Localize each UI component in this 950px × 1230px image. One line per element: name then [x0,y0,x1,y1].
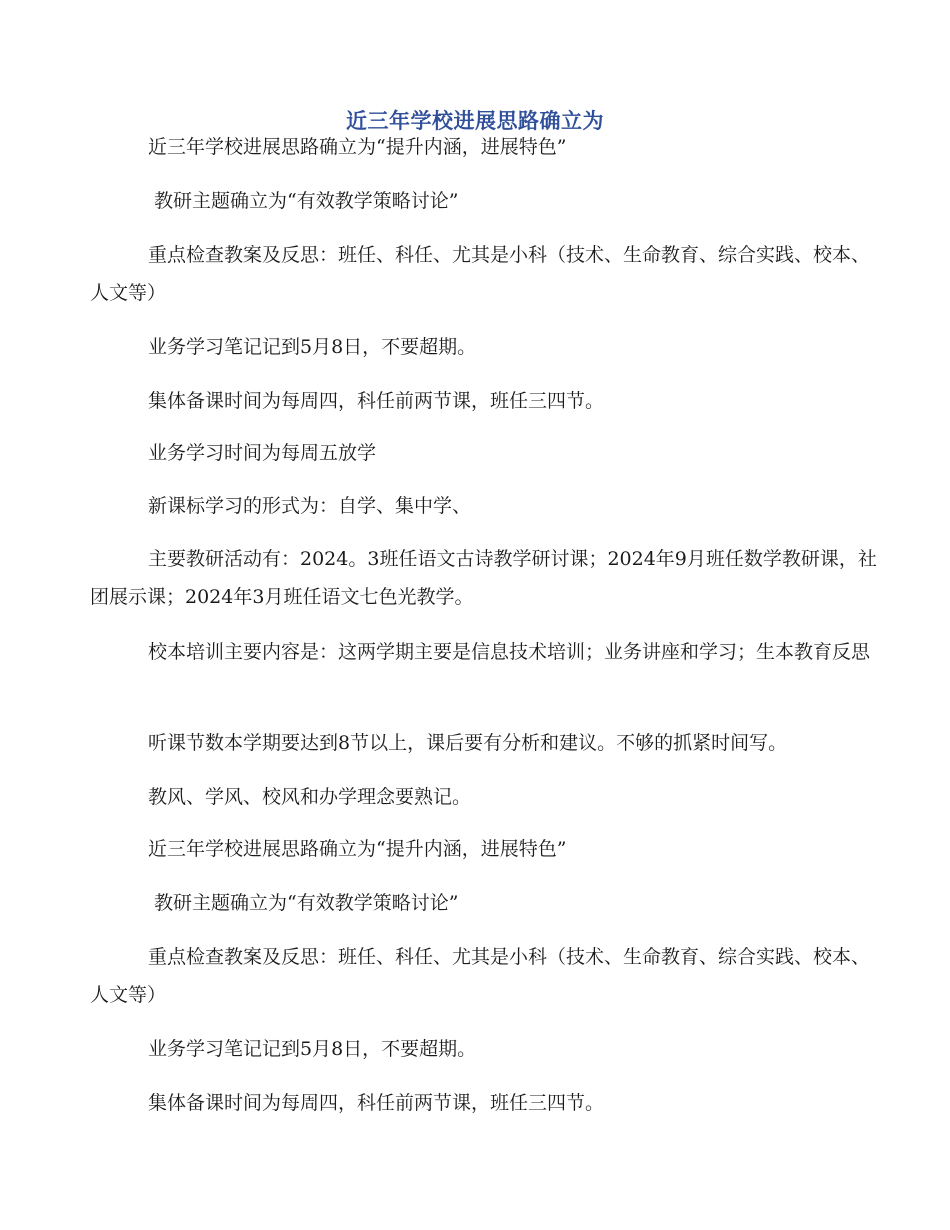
paragraph-school-culture: 教风、学风、校风和办学理念要熟记。 [148,786,472,808]
paragraph-group-prep-time: 集体备课时间为每周四，科任前两节课，班任三四节。 [148,390,605,412]
paragraph-research-activities: 主要教研活动有：2024。3班任语文古诗教学研讨课；2024年9月班任数学教研课，社团展示课；2024年3月班任语文七色光教学。 [90,548,877,608]
paragraph-study-notes-repeat: 业务学习笔记记到5月8日，不要超期。 [148,1038,477,1060]
paragraph-lesson-observation: 听课节数本学期要达到8节以上，课后要有分析和建议。不够的抓紧时间写。 [148,732,788,754]
paragraph-research-theme: 教研主题确立为“有效教学策略讨论” [154,190,459,212]
paragraph-development-idea: 近三年学校进展思路确立为“提升内涵，进展特色” [148,136,567,158]
paragraph-curriculum-study: 新课标学习的形式为：自学、集中学、 [148,495,472,517]
document-title: 近三年学校进展思路确立为 [346,108,604,133]
paragraph-group-prep-time-repeat: 集体备课时间为每周四，科任前两节课，班任三四节。 [148,1092,605,1114]
paragraph-study-notes: 业务学习笔记记到5月8日，不要超期。 [148,336,477,358]
paragraph-development-idea-repeat: 近三年学校进展思路确立为“提升内涵，进展特色” [148,838,567,860]
paragraph-research-theme-repeat: 教研主题确立为“有效教学策略讨论” [154,892,459,914]
paragraph-study-time: 业务学习时间为每周五放学 [148,442,377,464]
paragraph-lesson-plan-check: 重点检查教案及反思：班任、科任、尤其是小科（技术、生命教育、综合实践、校本、人文等） [90,244,871,304]
paragraph-lesson-plan-check-repeat: 重点检查教案及反思：班任、科任、尤其是小科（技术、生命教育、综合实践、校本、人文等） [90,946,871,1006]
paragraph-school-training: 校本培训主要内容是：这两学期主要是信息技术培训；业务讲座和学习；生本教育反思 [148,641,871,663]
